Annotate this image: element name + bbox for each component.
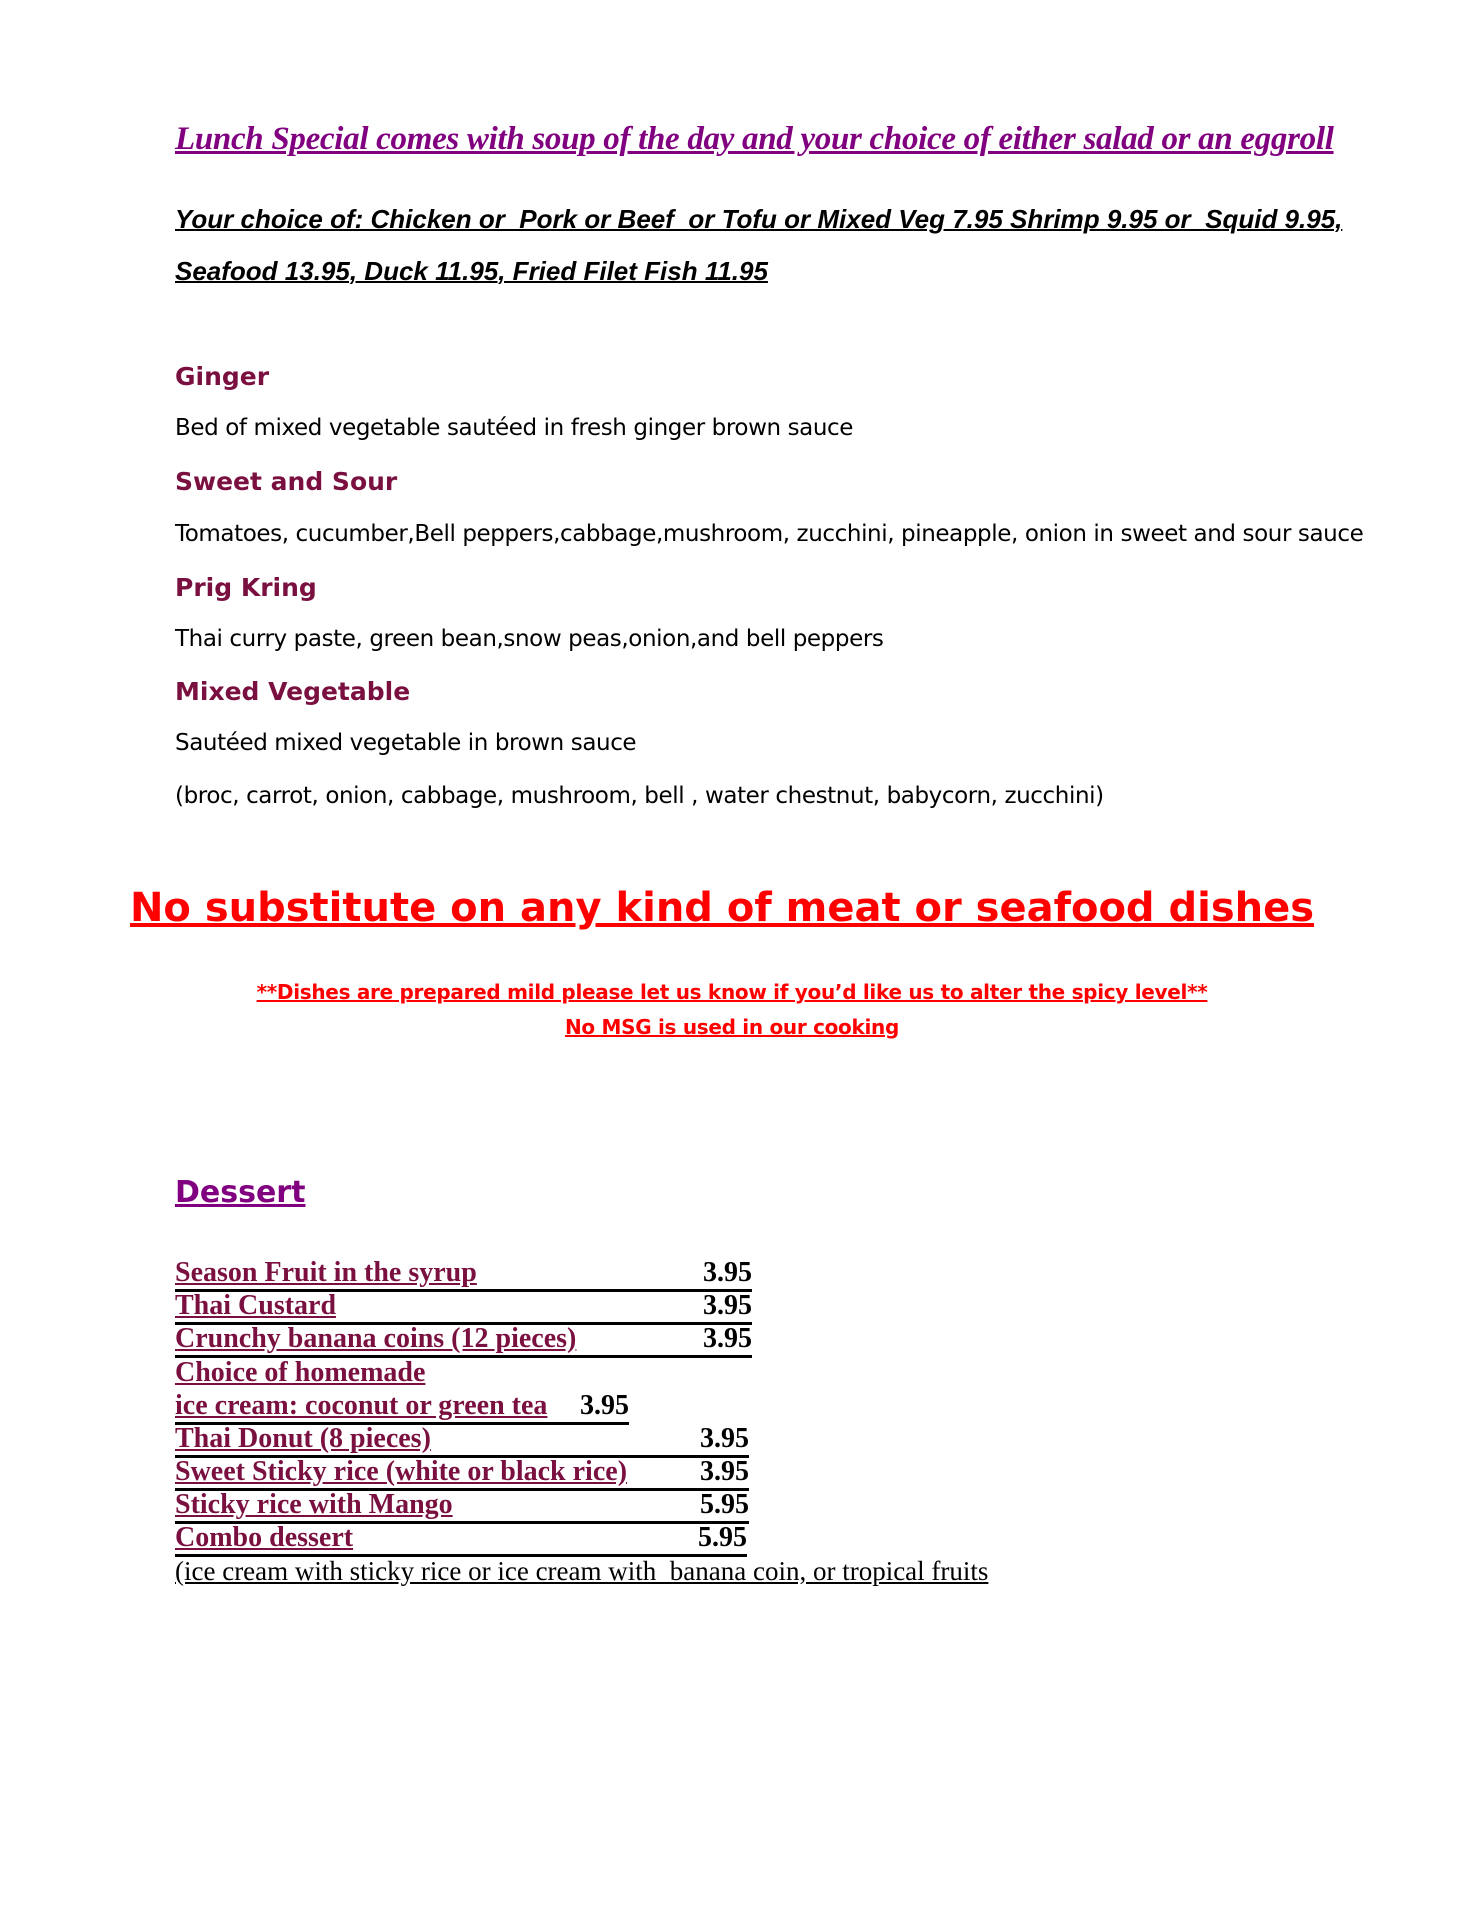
dessert-item (175, 1256, 752, 1292)
dish-name-mixed-vegetable: Mixed Vegetable (175, 677, 411, 706)
dessert-item (175, 1289, 752, 1325)
dessert-item-price: 3.95 (703, 1290, 752, 1321)
dessert-item (175, 1521, 747, 1557)
dish-desc-mixed-vegetable-list: (broc, carrot, onion, cabbage, mushroom, bell , water chestnut, babycorn, zucchini) (175, 783, 1104, 809)
dessert-item-name: Season Fruit in the syrup (175, 1257, 477, 1288)
dessert-item (175, 1455, 749, 1491)
dessert-item-name: Sticky rice with Mango (175, 1489, 453, 1520)
dessert-item-name: Sweet Sticky rice (white or black rice) (175, 1456, 628, 1487)
protein-choice-line-1: Your choice of: Chicken or Pork or Beef or Tofu or Mixed Veg 7.95 Shrimp 9.95 or Squid 9.95, (175, 204, 1343, 234)
dish-name-prig-kring: Prig Kring (175, 573, 317, 602)
dish-desc-mixed-vegetable: Sautéed mixed vegetable in brown sauce (175, 730, 637, 756)
combo-dessert-note: (ice cream with sticky rice or ice cream with banana coin, or tropical fruits (175, 1556, 989, 1586)
spicy-level-notice: **Dishes are prepared mild please let us know if you’d like us to alter the spicy level** (256, 980, 1208, 1004)
dessert-title: Dessert (175, 1175, 306, 1210)
dessert-item-price: 5.95 (698, 1522, 747, 1553)
protein-choice-line-2: Seafood 13.95, Duck 11.95, Fried Filet Fish 11.95 (175, 256, 768, 286)
dessert-item (175, 1422, 749, 1458)
dessert-item (175, 1389, 629, 1425)
dessert-item-name: Choice of homemade (175, 1357, 426, 1388)
dessert-item-name: Thai Donut (8 pieces) (175, 1423, 431, 1454)
dessert-item-price: 3.95 (580, 1390, 629, 1421)
dish-name-sweet-and-sour: Sweet and Sour (175, 467, 398, 496)
dessert-item-name: Combo dessert (175, 1522, 354, 1553)
dessert-item-price: 5.95 (700, 1489, 749, 1520)
dessert-item (175, 1488, 749, 1524)
dessert-item-price: 3.95 (703, 1257, 752, 1288)
dessert-item (175, 1356, 752, 1389)
dish-name-ginger: Ginger (175, 362, 270, 391)
dessert-item-name: ice cream: coconut or green tea (175, 1390, 548, 1421)
dessert-item-price: 3.95 (703, 1323, 752, 1354)
no-substitute-notice: No substitute on any kind of meat or seafood dishes (129, 885, 1315, 931)
dessert-item-price: 3.95 (700, 1423, 749, 1454)
dessert-item (175, 1322, 752, 1358)
no-msg-notice: No MSG is used in our cooking (564, 1015, 900, 1039)
dessert-item-name: Thai Custard (175, 1290, 337, 1321)
lunch-special-heading: Lunch Special comes with soup of the day and your choice of either salad or an eggroll (175, 121, 1334, 157)
dish-desc-sweet-and-sour: Tomatoes, cucumber,Bell peppers,cabbage,mushroom, zucchini, pineapple, onion in sweet and sour sauce (175, 521, 1364, 547)
dish-desc-ginger: Bed of mixed vegetable sautéed in fresh ginger brown sauce (175, 415, 854, 441)
dessert-item-price: 3.95 (700, 1456, 749, 1487)
dessert-item-name: Crunchy banana coins (12 pieces) (175, 1323, 577, 1354)
dish-desc-prig-kring: Thai curry paste, green bean,snow peas,onion,and bell peppers (175, 626, 884, 652)
